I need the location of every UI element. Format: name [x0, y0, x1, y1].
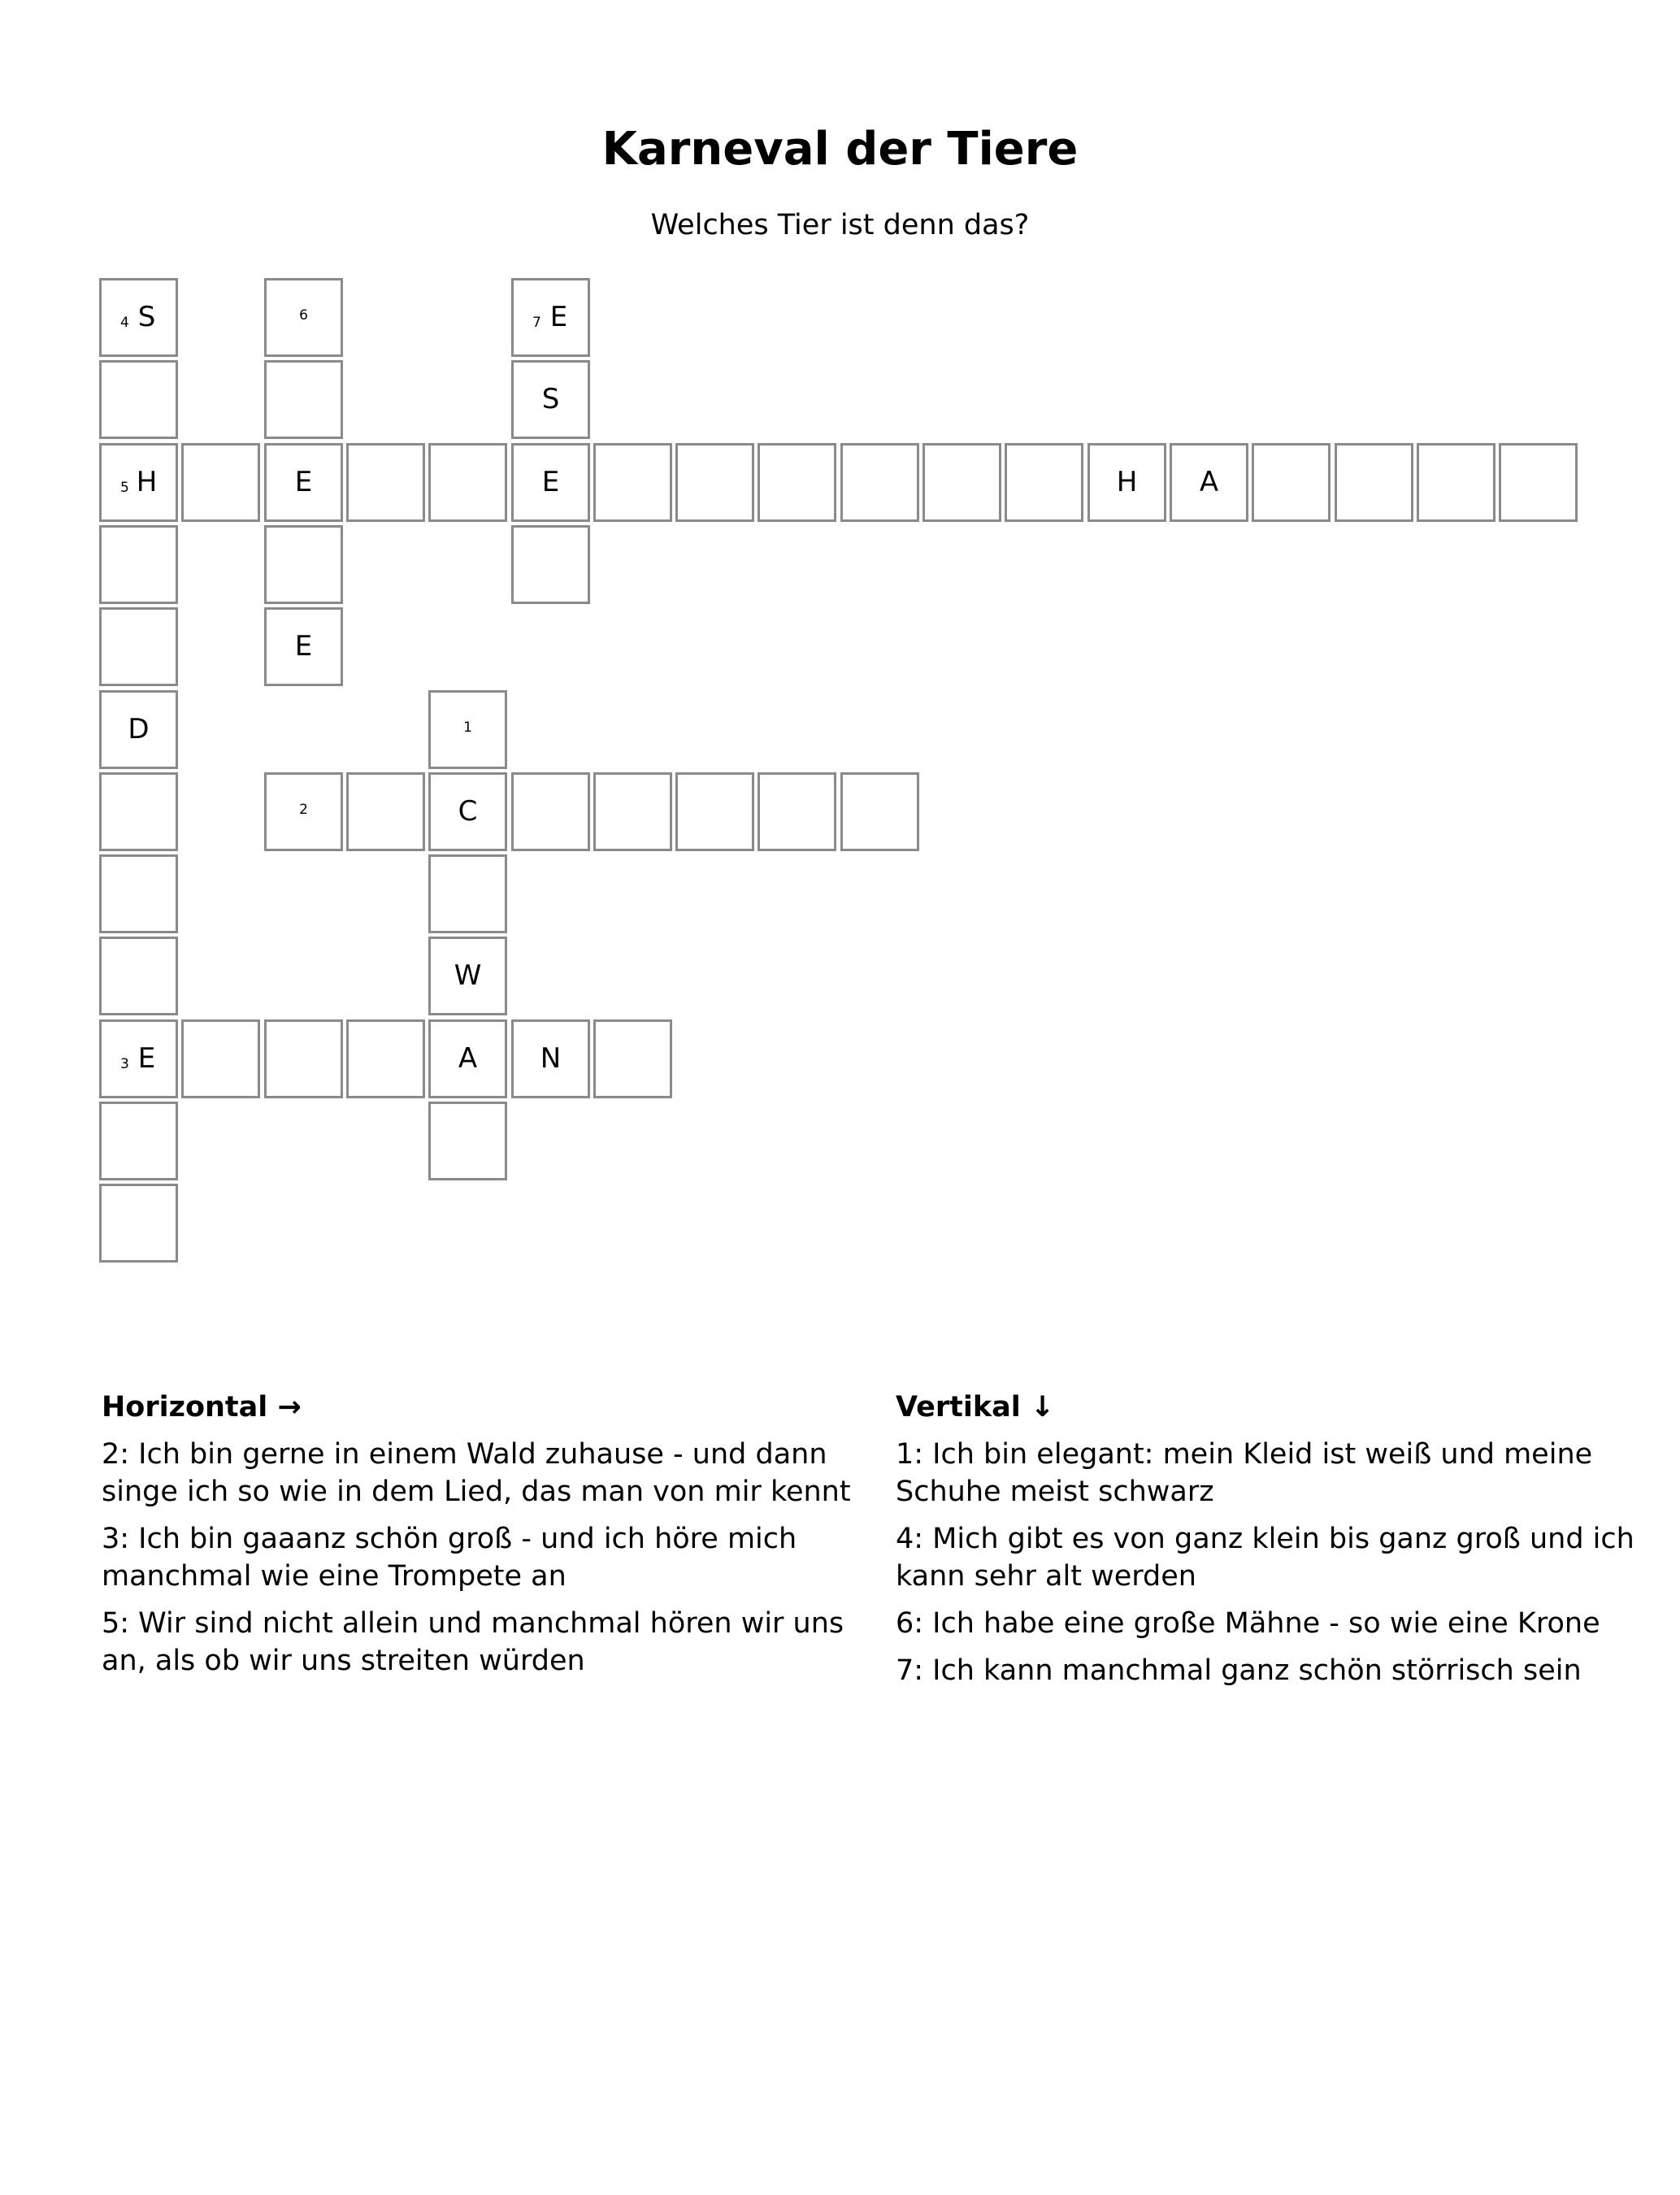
clue-horizontal-2: 2: Ich bin gerne in einem Wald zuhause - und dann singe ich so wie in dem Lied, das man von mir kennt: [102, 1438, 851, 1508]
crossword-cell[interactable]: [99, 772, 178, 851]
page-subtitle: Welches Tier ist denn das?: [650, 209, 1030, 241]
crossword-cell[interactable]: [593, 772, 672, 851]
crossword-cell[interactable]: [593, 443, 672, 522]
crossword-cell[interactable]: [99, 607, 178, 686]
cell-letter: W: [454, 959, 482, 992]
crossword-cell[interactable]: [428, 854, 507, 933]
cell-letter: S: [137, 301, 156, 333]
crossword-cell[interactable]: [264, 360, 343, 439]
crossword-cell[interactable]: [99, 525, 178, 604]
cell-letter: H: [136, 466, 158, 498]
clues-vertical: [896, 1389, 1676, 1699]
page-title: Karneval der Tiere: [601, 123, 1079, 176]
clues-horizontal: [102, 1389, 882, 1689]
cell-letter: S: [541, 383, 560, 415]
crossword-cell[interactable]: [428, 1019, 507, 1098]
crossword-cell[interactable]: [428, 1102, 507, 1180]
crossword-cell[interactable]: [264, 1019, 343, 1098]
clue-number: 6: [299, 307, 308, 324]
crossword-cell[interactable]: [511, 1019, 590, 1098]
crossword-cell[interactable]: [922, 443, 1001, 522]
crossword-cell[interactable]: [1087, 443, 1166, 522]
clues-vertical-heading: Vertikal ↓: [896, 1391, 1055, 1423]
cell-letter: N: [540, 1042, 562, 1075]
crossword-cell[interactable]: [758, 443, 836, 522]
crossword-cell[interactable]: [1005, 443, 1083, 522]
crossword-cell[interactable]: [346, 1019, 425, 1098]
crossword-cell[interactable]: [99, 937, 178, 1015]
crossword-cell[interactable]: [511, 360, 590, 439]
crossword-cell[interactable]: [99, 854, 178, 933]
crossword-cell[interactable]: [428, 937, 507, 1015]
crossword-cell[interactable]: [99, 278, 178, 357]
clue-vertical-7: 7: Ich kann manchmal ganz schön störrisch sein: [896, 1654, 1582, 1687]
clue-number: 2: [299, 802, 308, 818]
clue-number: 5: [120, 480, 129, 496]
crossword-cell[interactable]: [264, 443, 343, 522]
clue-vertical-6: 6: Ich habe eine große Mähne - so wie eine Krone: [896, 1607, 1600, 1640]
crossword-cell[interactable]: [511, 772, 590, 851]
clue-number: 1: [463, 719, 472, 736]
crossword-cell[interactable]: [758, 772, 836, 851]
crossword-cell[interactable]: [181, 443, 260, 522]
clue-horizontal-3: 3: Ich bin gaaanz schön groß - und ich höre mich manchmal wie eine Trompete an: [102, 1523, 797, 1593]
clue-number: 7: [532, 315, 541, 331]
clue-number: 3: [120, 1056, 129, 1072]
crossword-cell[interactable]: [511, 525, 590, 604]
crossword-cell[interactable]: [840, 443, 919, 522]
crossword-cell[interactable]: [511, 443, 590, 522]
crossword-cell[interactable]: [1252, 443, 1331, 522]
crossword-cell[interactable]: [99, 443, 178, 522]
cell-letter: E: [541, 466, 560, 498]
clue-horizontal-5: 5: Wir sind nicht allein und manchmal hören wir uns an, als ob wir uns streiten würden: [102, 1607, 844, 1677]
clue-vertical-1: 1: Ich bin elegant: mein Kleid ist weiß und meine Schuhe meist schwarz: [896, 1438, 1593, 1508]
cell-letter: D: [128, 713, 150, 745]
crossword-cell[interactable]: [593, 1019, 672, 1098]
crossword-cell[interactable]: [1499, 443, 1578, 522]
clues-horizontal-heading: Horizontal →: [102, 1391, 302, 1423]
clue-number: 4: [120, 315, 129, 331]
crossword-cell[interactable]: [264, 607, 343, 686]
cell-letter: E: [549, 301, 568, 333]
crossword-cell[interactable]: [264, 525, 343, 604]
crossword-cell[interactable]: [99, 1019, 178, 1098]
crossword-cell[interactable]: [264, 278, 343, 357]
crossword-cell[interactable]: [346, 443, 425, 522]
crossword-cell[interactable]: [181, 1019, 260, 1098]
crossword-cell[interactable]: [840, 772, 919, 851]
crossword-cell[interactable]: [1335, 443, 1413, 522]
crossword-cell[interactable]: [99, 360, 178, 439]
crossword-cell[interactable]: [99, 1184, 178, 1263]
crossword-cell[interactable]: [99, 1102, 178, 1180]
crossword-cell[interactable]: [675, 443, 754, 522]
crossword-cell[interactable]: [99, 690, 178, 769]
cell-letter: H: [1116, 466, 1138, 498]
clue-vertical-4: 4: Mich gibt es von ganz klein bis ganz groß und ich kann sehr alt werden: [896, 1523, 1634, 1593]
crossword-cell[interactable]: [511, 278, 590, 357]
cell-letter: A: [458, 1042, 478, 1075]
cell-letter: E: [137, 1042, 156, 1075]
crossword-cell[interactable]: [428, 443, 507, 522]
cell-letter: E: [294, 466, 313, 498]
crossword-cell[interactable]: [675, 772, 754, 851]
crossword-cell[interactable]: [428, 690, 507, 769]
crossword-cell[interactable]: [346, 772, 425, 851]
cell-letter: E: [294, 630, 313, 663]
crossword-cell[interactable]: [428, 772, 507, 851]
crossword-cell[interactable]: [264, 772, 343, 851]
crossword-cell[interactable]: [1417, 443, 1496, 522]
crossword-cell[interactable]: [1170, 443, 1248, 522]
cell-letter: A: [1199, 466, 1219, 498]
cell-letter: C: [458, 795, 478, 828]
